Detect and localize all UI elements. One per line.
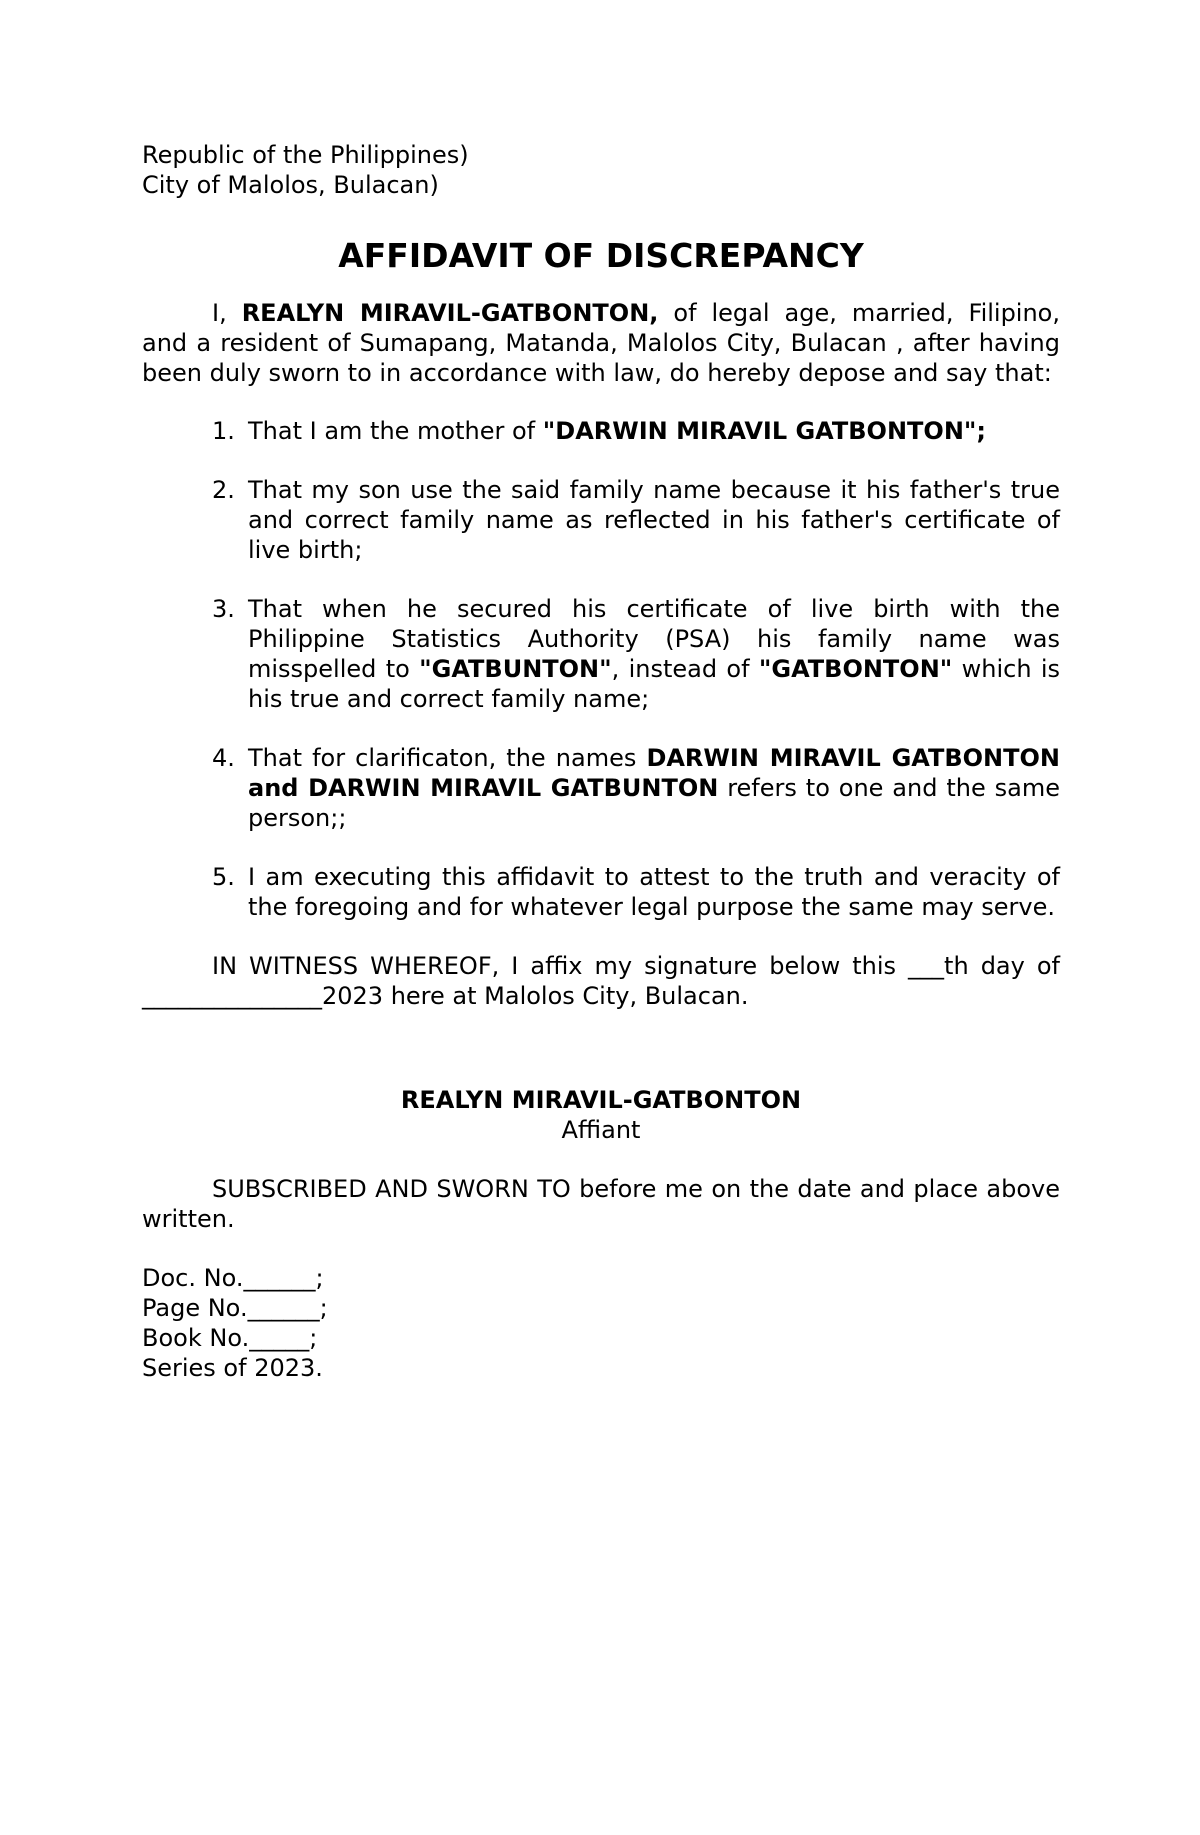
notarial-register [142,1263,1060,1383]
page-number: Page No.______; [142,1294,328,1322]
series-year: Series of 2023. [142,1354,323,1382]
clause-text: That I am the mother of [248,417,543,445]
affidavit-document [142,140,1060,1383]
clause-number: 3. [212,595,235,623]
clause-item [142,862,1060,922]
clause-text: I am executing this affidavit to attest to the truth and veracity of the foregoing and for whatever legal purpose the same may serve. [248,863,1060,921]
intro-paragraph [142,298,1060,388]
clause-number: 1. [212,417,235,445]
clause-bold-text: "GATBONTON" [758,655,953,683]
venue-header [142,140,1060,200]
clause-bold-text: DARWIN MIRAVIL GATBONTON and DARWIN MIRAVIL GATBUNTON [248,744,1060,802]
venue-city: City of Malolos, Bulacan) [142,171,439,199]
clause-item [142,594,1060,714]
clause-text: That when he secured his certificate of live birth with the Philippine Statistics Authority (PSA) his family name was misspelled to [248,595,1060,683]
clause-bold-text: "DARWIN MIRAVIL GATBONTON"; [542,417,987,445]
clause-text: That for clarificaton, the names [248,744,647,772]
book-number: Book No._____; [142,1324,318,1352]
witness-paragraph: IN WITNESS WHEREOF, I affix my signature below this ___th day of _______________2023 here at Malolos City, Bulacan. [142,952,1060,1010]
clause-item [142,743,1060,833]
jurat-paragraph: SUBSCRIBED AND SWORN TO before me on the date and place above written. [142,1175,1060,1233]
clause-text: That my son use the said family name because it his father's true and correct family name as reflected in his father's certificate of live birth; [248,476,1060,564]
clause-text: which is his true and correct family name; [248,655,1061,713]
affiant-role: Affiant [561,1116,641,1144]
clause-item [142,416,1060,446]
clause-item [142,475,1060,565]
affiant-signature-name: REALYN MIRAVIL-GATBONTON [400,1086,802,1114]
intro-prefix: I, [212,299,242,327]
venue-country: Republic of the Philippines) [142,141,469,169]
document-title: AFFIDAVIT OF DISCREPANCY [338,236,864,275]
clause-list [142,416,1060,922]
clause-number: 5. [212,863,235,891]
clause-text: , instead of [611,655,759,683]
affiant-name-intro: REALYN MIRAVIL-GATBONTON, [241,299,659,327]
clause-text: refers to one and the same person;; [248,774,1060,832]
signature-block [142,1085,1060,1145]
clause-bold-text: "GATBUNTON" [419,655,612,683]
doc-number: Doc. No.______; [142,1264,324,1292]
clause-number: 2. [212,476,235,504]
clause-number: 4. [212,744,235,772]
intro-text: of legal age, married, Filipino, and a resident of Sumapang, Matanda, Malolos City, Bulacan , after having been duly sworn to in accordance with law, do hereby depose and say that: [142,299,1060,387]
